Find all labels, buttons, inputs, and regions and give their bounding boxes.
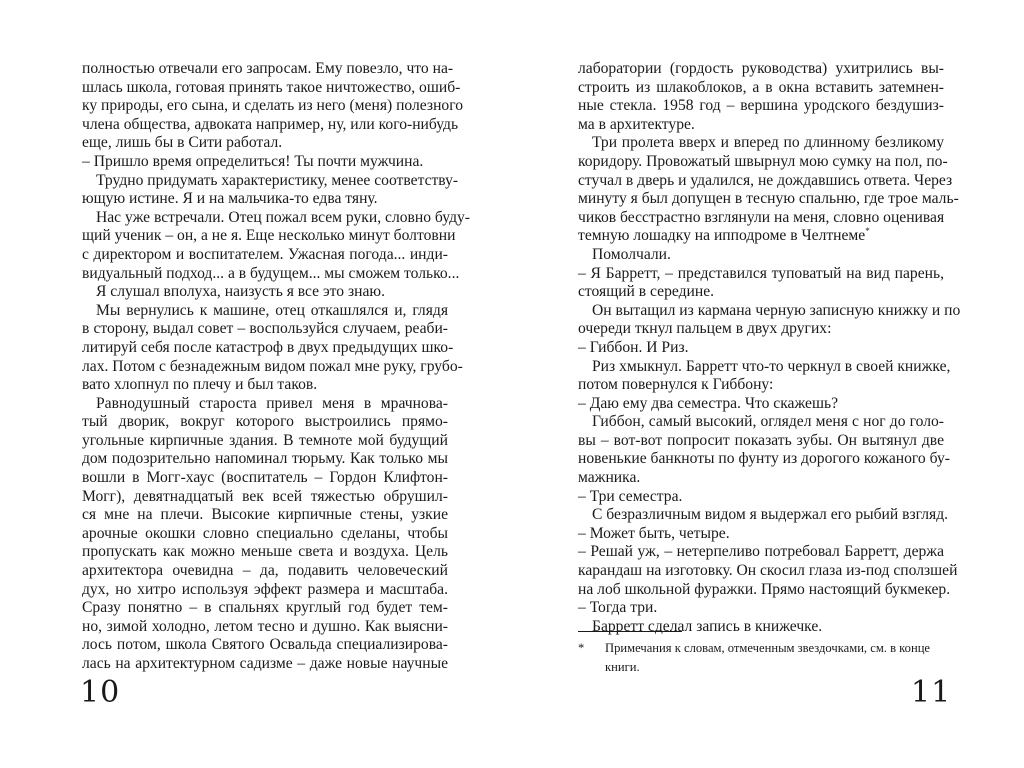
text-line-content: потом повернулся к Гиббону:	[578, 376, 774, 394]
text-line	[578, 171, 953, 191]
text-line	[82, 525, 448, 544]
text-line	[578, 339, 944, 358]
text-line	[82, 599, 448, 618]
text-line	[578, 580, 951, 600]
text-line-content: – Может быть, четыре.	[578, 524, 730, 542]
text-line-content: литируй себя после катастроф в двух предыдущих шко-	[82, 338, 454, 356]
text-line	[82, 506, 448, 525]
text-line	[578, 116, 944, 135]
text-line	[82, 636, 448, 655]
text-line	[578, 618, 944, 637]
text-line	[578, 469, 944, 488]
text-line-content: щий ученик – он, а не я. Еще несколько минут болтовни	[82, 227, 456, 245]
text-line-content: но, зимой холодно, летом тесно и душно. Как выясни-	[82, 617, 448, 635]
text-line-content: вато хлопнул по плечу и был таков.	[82, 376, 318, 394]
text-line	[578, 543, 944, 562]
text-line	[82, 357, 463, 377]
text-line-content: с директором и воспитателем. Ужасная погода... инди-	[82, 245, 448, 263]
text-line-content: очереди ткнул пальцем в двух других:	[578, 320, 832, 338]
text-line-content: пропускать как можно меньше света и воздуха. Цель	[82, 543, 448, 561]
text-line	[82, 78, 461, 98]
text-line-content: видуальный подход... а в будущем... мы сможем только...	[82, 264, 460, 282]
text-line	[578, 301, 961, 321]
page-number-right: 11	[911, 675, 952, 710]
text-line-content: темную лошадку на ипподроме в Челтнеме	[578, 227, 866, 245]
text-line-content: стоящий в середине.	[578, 283, 715, 301]
text-line	[82, 153, 448, 172]
text-line-content: Риз хмыкнул. Барретт что-то черкнул в своей книжке,	[592, 357, 951, 375]
text-line-content: ся мне на плечи. Высокие кирпичные стены, узкие	[82, 506, 448, 524]
text-line-content: – Три семестра.	[578, 487, 683, 505]
text-line	[578, 450, 950, 469]
text-line	[82, 413, 448, 432]
text-line-content: члена общества, адвоката например, ну, или кого-нибудь	[82, 115, 459, 133]
text-line-content: стучал в дверь и удалился, не дождавшись ответа. Через	[578, 171, 953, 189]
text-line-content: карандаш на изготовку. Он скосил глаза из-под сползшей	[578, 562, 958, 580]
text-line-content: шлась школа, готовая принять такое ничтожество, ошиб-	[82, 78, 461, 96]
text-line-content: Нас уже встречали. Отец пожал всем руки, словно буду-	[96, 208, 470, 226]
text-line	[578, 265, 944, 284]
text-line-content: лось потом, школа Святого Освальда специализирова-	[82, 636, 448, 654]
text-line	[82, 543, 448, 562]
text-line-content: минуту я был допущен в тесную спальню, где трое маль-	[578, 190, 959, 208]
text-line	[578, 525, 944, 544]
text-line	[82, 469, 448, 488]
text-line	[82, 581, 448, 600]
text-line	[82, 190, 448, 209]
text-line	[578, 357, 951, 377]
text-line	[82, 488, 448, 507]
footnote-reference: *	[865, 226, 870, 237]
text-line	[578, 209, 944, 228]
text-line-content: Сразу понятно – в спальнях круглый год будет тем-	[82, 599, 448, 617]
text-line-content: дух, но хитро используя эффект размера и масштаба.	[82, 580, 448, 598]
text-line-content: дом подозрительно напоминал тюрьму. Как только мы	[82, 450, 448, 468]
text-line	[82, 115, 459, 135]
text-line-content: вы – вот-вот попросит показать зубы. Он вытянул две	[578, 431, 944, 449]
text-line-content: архитектора очевидна – да, подавить человеческий	[82, 562, 448, 580]
text-line	[578, 562, 958, 581]
text-line-content: полностью отвечали его запросам. Ему повезло, что на-	[82, 60, 454, 77]
text-line-content: угольные кирпичные здания. В темноте мой будущий	[82, 431, 448, 449]
text-line	[82, 450, 448, 469]
text-line	[82, 376, 448, 395]
text-line	[578, 79, 944, 98]
text-line	[82, 134, 448, 153]
right-page-text	[578, 60, 961, 636]
text-line-content: Три пролета вверх и вперед по длинному безликому	[592, 134, 944, 152]
text-line	[578, 283, 944, 302]
text-line-content: ные стекла. 1958 год – вершина уродского бездушиз-	[578, 97, 944, 115]
footnote-divider	[578, 631, 682, 632]
text-line	[82, 320, 448, 339]
footnote	[578, 639, 948, 677]
text-line-content: в сторону, выдал совет – воспользуйся случаем, реаби-	[82, 320, 448, 338]
text-line	[82, 283, 448, 302]
text-line	[82, 60, 454, 79]
text-line-content: – Я Барретт, – представился туповатый на вид парень,	[578, 264, 944, 282]
text-line-content: лах. Потом с безнадежным видом пожал мне руку, грубо-	[82, 357, 463, 375]
text-line	[82, 395, 448, 414]
text-line-content: С безразличным видом я выдержал его рыбий взгляд.	[592, 506, 949, 524]
text-line	[82, 171, 459, 191]
text-line	[578, 320, 944, 339]
text-line	[578, 488, 944, 507]
text-line-content: Мы вернулись к машине, отец откашлялся и, глядя	[96, 301, 448, 319]
text-line	[578, 190, 959, 209]
text-line-content: – Гиббон. И Риз.	[578, 338, 689, 356]
text-line-content: – Пришло время определиться! Ты почти мужчина.	[82, 152, 424, 170]
text-line	[578, 97, 944, 116]
text-line	[578, 395, 944, 414]
footnote-marker: *	[578, 641, 585, 655]
footnote-line: книги.	[605, 660, 640, 674]
text-line	[578, 413, 944, 432]
text-line-content: Я слушал вполуха, наизусть я все это знаю.	[96, 283, 385, 301]
text-line	[578, 246, 944, 265]
text-line	[578, 376, 944, 395]
text-line	[578, 227, 944, 246]
text-line	[82, 655, 448, 674]
text-line	[578, 60, 944, 79]
text-line	[82, 97, 464, 116]
text-line-content: лаборатории (гордость руководства) ухитрились вы-	[578, 60, 944, 77]
text-line	[578, 506, 949, 525]
text-line-content: ку природы, его сына, и сделать из него (меня) полезного	[82, 97, 464, 115]
text-line-content: тый дворик, вокруг которого выстроились прямо-	[82, 413, 448, 431]
text-line-content: арочные окошки словно специально сделаны, чтобы	[82, 524, 448, 542]
text-line	[578, 134, 944, 153]
text-line-content: еще, лишь бы в Сити работал.	[82, 134, 283, 152]
text-line-content: – Решай уж, – нетерпеливо потребовал Барретт, держа	[578, 543, 944, 561]
page-number-left: 10	[80, 675, 121, 710]
text-line	[578, 599, 944, 618]
text-line	[578, 432, 944, 451]
text-line	[82, 338, 454, 358]
text-line-content: – Тогда три.	[578, 599, 658, 617]
text-line-content: коридору. Провожатый швырнул мою сумку на пол, по-	[578, 152, 948, 170]
text-line	[82, 227, 456, 246]
text-line-content: новенькие банкноты по фунту из дорогого кожаного бу-	[578, 450, 950, 468]
text-line-content: ма в архитектуре.	[578, 115, 695, 133]
text-line-content: Барретт сделал запись в книжечке.	[592, 617, 823, 635]
right-page	[512, 0, 1024, 768]
text-line-content: Трудно придумать характеристику, менее соответству-	[96, 171, 459, 189]
text-line-content: Помолчали.	[592, 245, 671, 263]
text-line-content: Гиббон, самый высокий, оглядел меня с ног до голо-	[592, 413, 944, 431]
text-line-content: чиков бесстрастно взглянули на меня, словно оценивая	[578, 208, 945, 226]
text-line	[82, 618, 448, 637]
text-line-content: ющую истине. Я и на мальчика-то едва тяну.	[82, 190, 378, 208]
footnote-line: Примечания к словам, отмеченным звездочками, см. в конце	[605, 641, 931, 655]
text-line	[82, 264, 460, 284]
text-line-content: на лоб школьной фуражки. Прямо настоящий букмекер.	[578, 580, 951, 598]
text-line	[578, 152, 948, 172]
text-line	[82, 562, 448, 581]
text-line-content: лась на архитектурном садизме – даже новые научные	[82, 655, 448, 672]
left-page-text	[82, 60, 470, 674]
text-line	[82, 432, 448, 451]
text-line	[82, 246, 448, 265]
text-line-content: строить из шлакоблоков, а в окна вставить затемнен-	[578, 78, 944, 96]
text-line-content: мажника.	[578, 469, 641, 487]
text-line-content: Он вытащил из кармана черную записную книжку и по	[592, 301, 961, 319]
text-line-content: – Даю ему два семестра. Что скажешь?	[578, 394, 838, 412]
text-line-content: Равнодушный староста привел меня в мрачнова-	[96, 394, 448, 412]
text-line	[82, 302, 448, 321]
text-line-content: вошли в Могг-хаус (воспитатель – Гордон Клифтон-	[82, 469, 448, 487]
text-line-content: Могг), девятнадцатый век всей тяжестью обрушил-	[82, 487, 448, 505]
text-line	[82, 208, 470, 228]
